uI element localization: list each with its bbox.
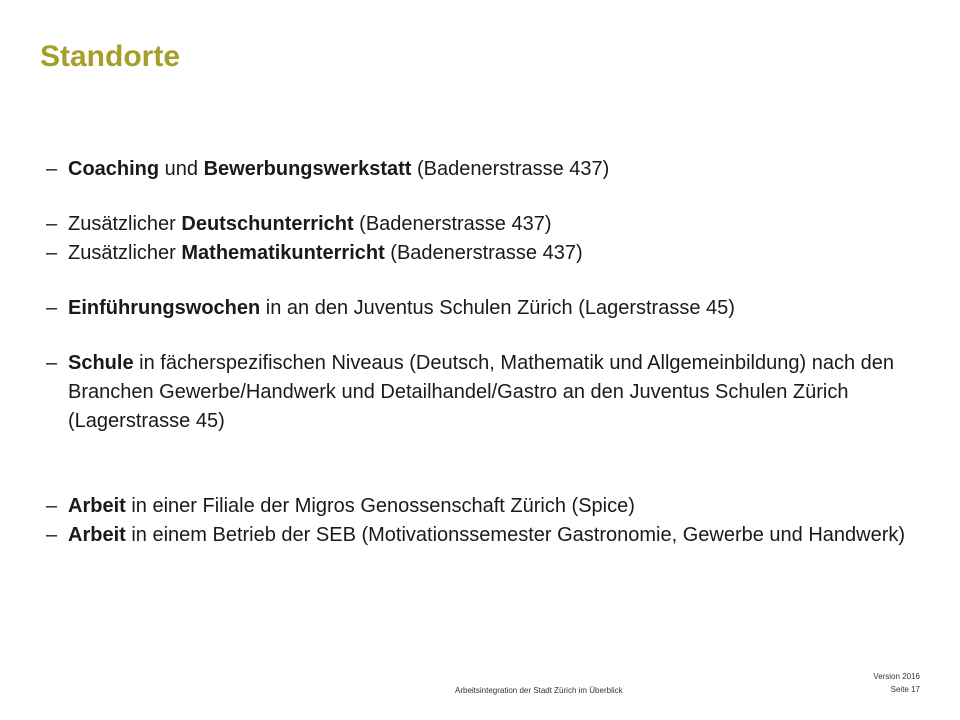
bullet-dash: – [46,495,58,517]
bullet-bold-text: Arbeit [68,524,126,546]
bullet-bold-text: Einführungswochen [68,297,261,319]
bullet-bold-text: Arbeit [68,495,126,517]
spacer [46,436,926,492]
bullet-item-arbeit-seb [46,521,926,550]
bullet-dash: – [46,352,58,374]
bullet-text: Zusätzlicher [68,242,182,264]
bullet-text: in fächerspezifischen Niveaus (Deutsch, Mathematik und Allgemeinbildung) nach den Branchen Gewerbe/Handwerk und Detailhandel/Gastro an den Juventus Schulen Zürich (Lagerstrasse 45) [68,352,894,432]
version-label: Version 2016 [873,672,920,681]
bullet-item-einfuehrungswochen [46,294,926,323]
bullet-text: in einer Filiale der Migros Genossenschaft Zürich (Spice) [125,495,635,517]
bullet-text: Zusätzlicher [68,213,182,235]
bullet-item-deutsch [46,210,926,239]
spacer [46,323,926,349]
bullet-text: (Badenerstrasse 437) [384,242,583,264]
bullet-text: (Badenerstrasse 437) [353,213,552,235]
spacer [46,184,926,210]
page-number: Seite 17 [890,685,920,694]
spacer [46,268,926,294]
slide-title: Standorte [40,40,181,73]
bullet-item-coaching [46,155,926,184]
footer-caption: Arbeitsintegration der Stadt Zürich im Überblick [455,686,623,695]
bullet-dash: – [46,297,58,319]
bullet-text: in einem Betrieb der SEB (Motivationssemester Gastronomie, Gewerbe und Handwerk) [125,524,906,546]
bullet-bold-text: Coaching [68,158,160,180]
bullet-bold-text: Deutschunterricht [181,213,354,235]
bullet-item-schule [46,349,926,436]
bullet-bold-text: Mathematikunterricht [181,242,385,264]
bullet-item-arbeit-migros [46,492,926,521]
bullet-text: (Badenerstrasse 437) [411,158,610,180]
footer-meta [873,670,920,696]
bullet-dash: – [46,242,58,264]
bullet-item-mathematik [46,239,926,268]
bullet-text: in an den Juventus Schulen Zürich (Lagerstrasse 45) [260,297,735,319]
bullet-bold-text: Schule [68,352,134,374]
bullet-bold-text: Bewerbungswerkstatt [203,158,412,180]
bullet-dash: – [46,524,58,546]
bullet-text: und [159,158,204,180]
bullet-dash: – [46,158,58,180]
bullet-dash: – [46,213,58,235]
bullet-list [46,155,926,550]
